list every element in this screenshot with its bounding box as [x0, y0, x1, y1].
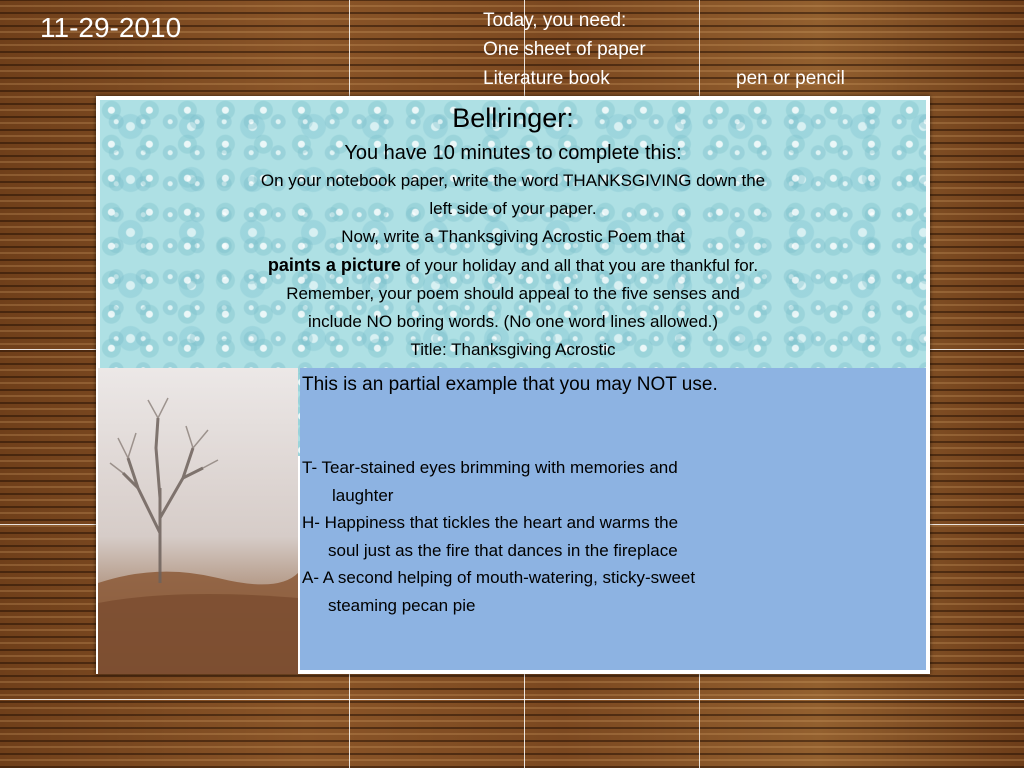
supplies-heading: Today, you need:	[483, 10, 627, 31]
example-box	[300, 368, 926, 670]
instruction-line: Remember, your poem should appeal to the five senses and	[286, 284, 740, 303]
supply-item: One sheet of paper	[483, 39, 646, 60]
poem-line: laughter	[332, 485, 394, 505]
grid-line	[0, 699, 1024, 700]
poem-line: T- Tear-stained eyes brimming with memories and	[302, 458, 678, 477]
instruction-line: include NO boring words. (No one word lines allowed.)	[307, 312, 719, 331]
example-poem	[302, 454, 695, 619]
supply-item: Literature book	[483, 68, 610, 89]
content-panel	[96, 96, 930, 674]
poem-line: steaming pecan pie	[328, 595, 476, 615]
poem-line: A- A second helping of mouth-watering, sticky-sweet	[302, 568, 696, 587]
bellringer-title: Bellringer:	[452, 103, 574, 133]
tree-illustration	[98, 368, 298, 674]
instruction-text: of your holiday and all that you are thankful for.	[400, 256, 759, 275]
poem-line: H- Happiness that tickles the heart and warms the	[302, 513, 679, 532]
instruction-line	[100, 251, 926, 280]
bellringer-subtitle: You have 10 minutes to complete this:	[344, 142, 682, 164]
example-title: This is an partial example that you may NOT use.	[302, 374, 718, 395]
supplies-list	[483, 6, 646, 93]
instruction-line: Title: Thanksgiving Acrostic	[410, 340, 616, 359]
foggy-tree-photo	[98, 368, 298, 674]
instruction-line: Now, write a Thanksgiving Acrostic Poem that	[341, 227, 685, 246]
poem-line: soul just as the fire that dances in the fireplace	[328, 540, 678, 560]
supply-item: pen or pencil	[736, 68, 845, 89]
emphasis-text: paints a picture	[267, 255, 401, 275]
instruction-line: On your notebook paper, write the word THANKSGIVING down the	[260, 171, 766, 190]
date-heading: 11-29-2010	[40, 12, 182, 43]
instruction-line: left side of your paper.	[429, 199, 597, 218]
